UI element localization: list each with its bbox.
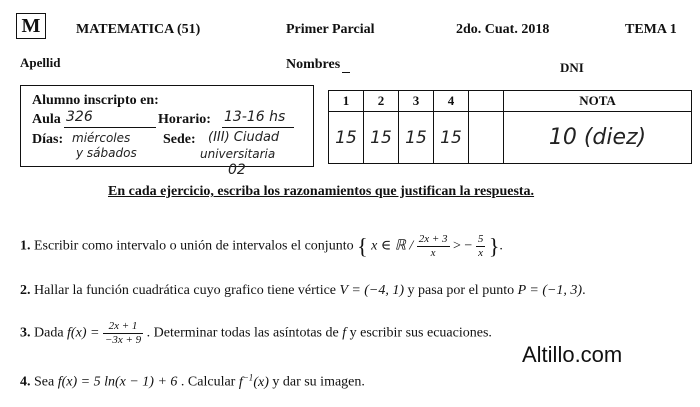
exam-name: Primer Parcial bbox=[286, 22, 375, 37]
problem-3-text: Dada bbox=[34, 325, 64, 341]
problem-4-mid: . Calcular bbox=[180, 374, 236, 390]
code-box: M bbox=[16, 13, 46, 39]
tema: TEMA 1 bbox=[625, 22, 677, 37]
problem-1-set: { bbox=[357, 233, 368, 259]
problem-3-end: y escribir sus ecuaciones. bbox=[349, 325, 492, 341]
grade-score-4: 15 bbox=[434, 112, 469, 164]
problem-3-f: f bbox=[342, 325, 347, 341]
grade-header-1: 1 bbox=[329, 91, 364, 112]
sede-value-2: universitaria bbox=[200, 147, 276, 161]
problem-3-frac: $\frac{2x + 1}{-3x + 9}$ bbox=[104, 320, 142, 346]
sede-value-3: 02 bbox=[228, 162, 246, 178]
watermark: Altillo.com bbox=[522, 342, 623, 367]
problem-2-vertex: V = (−4, 1) bbox=[339, 283, 405, 298]
problem-4-text: Sea bbox=[34, 374, 55, 390]
subject-title: MATEMATICA (51) bbox=[76, 22, 201, 37]
grade-header-4: 4 bbox=[434, 91, 469, 112]
grade-score-nota: 10 (diez) bbox=[504, 112, 692, 164]
grades-score-row bbox=[329, 112, 692, 164]
problem-1-number: 1. bbox=[20, 238, 31, 254]
dias-value-1: miércoles bbox=[72, 131, 131, 145]
grade-header-nota: NOTA bbox=[504, 91, 692, 112]
horario-underline bbox=[222, 127, 294, 128]
nombres-underline bbox=[342, 72, 350, 73]
problem-2-mid: y pasa por el punto bbox=[407, 283, 515, 298]
problem-1-text: Escribir como intervalo o unión de intervalos el conjunto bbox=[34, 238, 354, 254]
dias-label: Días: bbox=[32, 132, 64, 147]
inscripto-label: Alumno inscripto en: bbox=[32, 93, 159, 108]
grades-table bbox=[328, 90, 692, 164]
grade-header-3: 3 bbox=[399, 91, 434, 112]
problem-1-gt: > − bbox=[453, 238, 473, 254]
horario-label: Horario: bbox=[158, 112, 211, 127]
grade-header-2: 2 bbox=[364, 91, 399, 112]
problem-1-frac-2: $\frac{5}{x}$ bbox=[477, 233, 484, 259]
sede-value-1: (III) Ciudad bbox=[208, 130, 280, 145]
problem-2-number: 2. bbox=[20, 283, 31, 298]
problem-1-frac-1: $\frac{2x + 3}{x}$ bbox=[418, 233, 448, 259]
problem-4 bbox=[20, 372, 365, 391]
problem-1-set-close: } bbox=[488, 233, 500, 259]
grade-score-3: 15 bbox=[399, 112, 434, 164]
problem-3-number: 3. bbox=[20, 325, 31, 341]
problem-1-var: x ∈ ℝ / bbox=[371, 238, 414, 254]
aula-label: Aula bbox=[32, 112, 61, 127]
problem-4-end: y dar su imagen. bbox=[272, 374, 365, 390]
aula-underline bbox=[64, 127, 156, 128]
aula-value: 326 bbox=[66, 109, 93, 125]
problem-3-mid: . Determinar todas las asíntotas de bbox=[146, 325, 339, 341]
sede-label: Sede: bbox=[163, 132, 196, 147]
apellido-label: Apellid bbox=[20, 55, 61, 70]
grade-score-2: 15 bbox=[364, 112, 399, 164]
grade-score-blank bbox=[469, 112, 504, 164]
problem-4-number: 4. bbox=[20, 374, 31, 390]
instruction: En cada ejercicio, escriba los razonamientos que justifican la respuesta. bbox=[108, 184, 535, 199]
grades-header-row bbox=[329, 91, 692, 112]
grade-score-1: 15 bbox=[329, 112, 364, 164]
problem-4-inverse: $f^{-1}(x)$ bbox=[238, 372, 269, 390]
dias-value-2: y sábados bbox=[76, 146, 137, 160]
problem-2-text: Hallar la función cuadrática cuyo grafico tiene vértice bbox=[34, 283, 337, 298]
grade-header-blank bbox=[469, 91, 504, 112]
problem-2: 2. Hallar la función cuadrática cuyo grafico tiene vértice V = (−4, 1) y pasa por el punto P = (−1, 3). bbox=[20, 283, 586, 298]
problem-1: 1. Escribir como intervalo o unión de intervalos el conjunto { x ∈ ℝ / $\frac{2x + 3}{x}$ > − $\frac{5}{x}$ }. bbox=[20, 233, 503, 259]
dni-label: DNI bbox=[560, 60, 584, 75]
problem-4-func: f(x) = 5 ln(x − 1) + 6 bbox=[57, 374, 178, 390]
problem-3 bbox=[20, 320, 492, 347]
problem-2-point: P = (−1, 3) bbox=[517, 283, 583, 298]
problem-3-func: f(x) = bbox=[67, 325, 100, 341]
term: 2do. Cuat. 2018 bbox=[456, 22, 550, 37]
horario-value: 13-16 hs bbox=[224, 109, 286, 125]
nombres-label: Nombres bbox=[286, 57, 341, 72]
